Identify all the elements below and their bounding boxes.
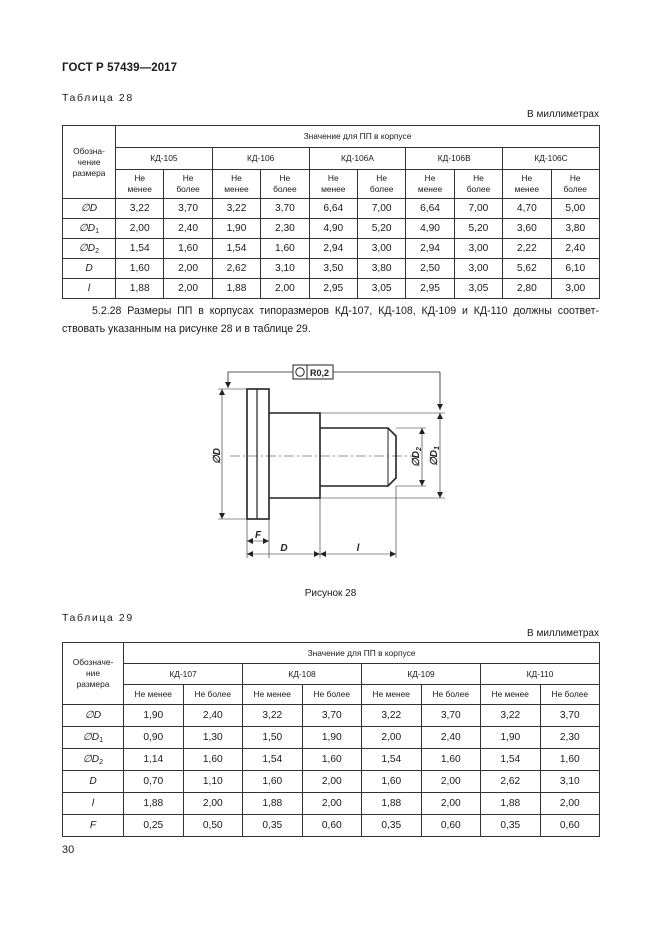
table-cell: 1,88	[362, 793, 422, 815]
table-cell: 1,50	[243, 727, 303, 749]
table-cell: 2,94	[309, 239, 357, 259]
table-cell: 1,54	[362, 749, 422, 771]
table-cell: 3,22	[362, 705, 422, 727]
group-header: Значение для ПП в корпусе	[116, 126, 600, 148]
table-cell: 3,22	[116, 199, 164, 219]
table-cell: 1,90	[481, 727, 541, 749]
dimension-symbol: $\emptyset D_1$	[63, 219, 116, 239]
flatness-tolerance-frame	[225, 365, 443, 410]
table-cell: 4,90	[309, 219, 357, 239]
table-cell: 4,90	[406, 219, 454, 239]
table-cell: 2,00	[362, 727, 422, 749]
table-cell: 1,88	[212, 279, 260, 299]
dimension-symbol: F	[63, 815, 124, 837]
table-cell: 2,95	[309, 279, 357, 299]
max-header: Не более	[357, 170, 405, 199]
table-cell: 1,60	[362, 771, 422, 793]
table-cell: 3,22	[481, 705, 541, 727]
package-row	[63, 664, 600, 685]
table-cell: 3,70	[302, 705, 362, 727]
designation-header: Обозначе- ние размера	[63, 643, 124, 705]
table-cell: 1,88	[481, 793, 541, 815]
table-29-unit: В миллиметрах	[527, 628, 599, 639]
dim-label-F: F	[254, 530, 262, 541]
table-cell: 7,00	[357, 199, 405, 219]
table-cell: 1,60	[540, 749, 600, 771]
table-cell: 2,40	[183, 705, 243, 727]
table-cell: 5,00	[551, 199, 599, 219]
min-header: Не менее	[362, 685, 422, 705]
header-row	[63, 643, 600, 664]
table-cell: 2,40	[164, 219, 212, 239]
table-cell: 1,10	[183, 771, 243, 793]
table-cell: 1,60	[302, 749, 362, 771]
table-cell: 1,60	[164, 239, 212, 259]
limit-row	[63, 170, 600, 199]
table-cell: 1,54	[481, 749, 541, 771]
package-name: КД-106В	[406, 148, 503, 170]
table-cell: 3,00	[454, 259, 502, 279]
table-cell: 2,62	[481, 771, 541, 793]
min-header: Не менее	[116, 170, 164, 199]
dim-label-l: l	[356, 543, 360, 554]
designation-header: Обозна- чение размера	[63, 126, 116, 199]
table-cell: 6,64	[406, 199, 454, 219]
package-name: КД-107	[124, 664, 243, 685]
table-cell: 3,70	[164, 199, 212, 219]
min-header: Не менее	[212, 170, 260, 199]
table-row	[63, 749, 600, 771]
table-cell: 1,54	[243, 749, 303, 771]
table-cell: 0,60	[421, 815, 481, 837]
table-cell: 2,00	[164, 279, 212, 299]
table-row	[63, 259, 600, 279]
table-cell: 2,30	[540, 727, 600, 749]
table-cell: 3,00	[454, 239, 502, 259]
min-header: Не менее	[243, 685, 303, 705]
table-cell: 0,35	[243, 815, 303, 837]
table-cell: 3,10	[540, 771, 600, 793]
table-cell: 3,80	[357, 259, 405, 279]
table-cell: 2,00	[164, 259, 212, 279]
package-name: КД-108	[243, 664, 362, 685]
table-cell: 5,20	[454, 219, 502, 239]
package-name: КД-106А	[309, 148, 406, 170]
dimension-symbol: $\emptyset D_2$	[63, 239, 116, 259]
table-row	[63, 727, 600, 749]
min-header: Не менее	[406, 170, 454, 199]
table-cell: 1,88	[124, 793, 184, 815]
table-cell: 3,50	[309, 259, 357, 279]
table-29	[62, 642, 600, 837]
dim-label-D-outer: ∅D	[212, 448, 223, 464]
dimension-symbol: $\emptyset D_2$	[63, 749, 124, 771]
table-cell: 3,60	[503, 219, 551, 239]
table-row	[63, 705, 600, 727]
document-header: ГОСТ Р 57439—2017	[62, 62, 178, 74]
table-cell: 0,90	[124, 727, 184, 749]
min-header: Не менее	[309, 170, 357, 199]
table-cell: 0,35	[362, 815, 422, 837]
table-28-caption: Таблица 28	[62, 92, 134, 104]
table-cell: 1,60	[243, 771, 303, 793]
table-28-unit: В миллиметрах	[527, 109, 599, 120]
table-cell: 2,40	[421, 727, 481, 749]
table-cell: 0,25	[124, 815, 184, 837]
table-cell: 1,60	[261, 239, 309, 259]
table-row	[63, 815, 600, 837]
table-cell: 2,00	[421, 793, 481, 815]
table-cell: 0,70	[124, 771, 184, 793]
table-cell: 1,88	[243, 793, 303, 815]
table-cell: 1,54	[212, 239, 260, 259]
table-cell: 2,95	[406, 279, 454, 299]
package-name: КД-106	[212, 148, 309, 170]
diode-body	[230, 389, 415, 519]
table-cell: 2,00	[421, 771, 481, 793]
table-cell: 0,60	[302, 815, 362, 837]
table-cell: 0,50	[183, 815, 243, 837]
table-cell: 3,70	[540, 705, 600, 727]
table-cell: 1,88	[116, 279, 164, 299]
table-cell: 3,05	[357, 279, 405, 299]
table-cell: 5,62	[503, 259, 551, 279]
dimension-lines	[218, 389, 445, 558]
paragraph-text: 5.2.28 Размеры ПП в корпусах типоразмеров КД-107, КД-108, КД-109 и КД-110 должны соответ-ствовать указанным на рисунке 28 и в таблице 29.	[62, 305, 599, 335]
table-cell: 1,90	[302, 727, 362, 749]
table-cell: 2,22	[503, 239, 551, 259]
dimension-symbol: l	[63, 279, 116, 299]
table-cell: 3,10	[261, 259, 309, 279]
table-cell: 4,70	[503, 199, 551, 219]
dimension-symbol: $\emptyset D_1$	[63, 727, 124, 749]
dimension-symbol: D	[63, 771, 124, 793]
package-name: КД-109	[362, 664, 481, 685]
dimension-symbol: ∅D	[63, 199, 116, 219]
max-header: Не более	[551, 170, 599, 199]
figure-28-drawing	[200, 358, 460, 568]
paragraph-5-2-28	[62, 302, 599, 338]
table-cell: 6,10	[551, 259, 599, 279]
limit-row	[63, 685, 600, 705]
max-header: Не более	[302, 685, 362, 705]
dimension-symbol: l	[63, 793, 124, 815]
table-cell: 3,70	[261, 199, 309, 219]
package-row	[63, 148, 600, 170]
header-row	[63, 126, 600, 148]
dimension-symbol: ∅D	[63, 705, 124, 727]
table-cell: 1,60	[116, 259, 164, 279]
max-header: Не более	[540, 685, 600, 705]
table-cell: 2,30	[261, 219, 309, 239]
max-header: Не более	[454, 170, 502, 199]
table-cell: 1,30	[183, 727, 243, 749]
table-cell: 2,00	[540, 793, 600, 815]
table-cell: 0,35	[481, 815, 541, 837]
min-header: Не менее	[481, 685, 541, 705]
table-cell: 2,80	[503, 279, 551, 299]
max-header: Не более	[261, 170, 309, 199]
table-cell: 3,05	[454, 279, 502, 299]
package-name: КД-105	[116, 148, 213, 170]
dim-label-D1: $\emptyset D_1$	[429, 446, 441, 466]
table-cell: 2,40	[551, 239, 599, 259]
max-header: Не более	[421, 685, 481, 705]
table-cell: 2,00	[116, 219, 164, 239]
table-row	[63, 279, 600, 299]
table-cell: 2,62	[212, 259, 260, 279]
package-name: КД-110	[481, 664, 600, 685]
table-cell: 1,90	[124, 705, 184, 727]
table-cell: 3,00	[551, 279, 599, 299]
table-cell: 1,60	[183, 749, 243, 771]
max-header: Не более	[164, 170, 212, 199]
group-header: Значение для ПП в корпусе	[124, 643, 600, 664]
table-row	[63, 219, 600, 239]
page-number: 30	[62, 844, 75, 856]
table-row	[63, 239, 600, 259]
max-header: Не более	[183, 685, 243, 705]
table-cell: 3,80	[551, 219, 599, 239]
table-cell: 2,94	[406, 239, 454, 259]
table-cell: 3,22	[212, 199, 260, 219]
table-cell: 6,64	[309, 199, 357, 219]
dim-label-D: D	[280, 543, 288, 554]
table-row	[63, 199, 600, 219]
table-cell: 2,00	[183, 793, 243, 815]
table-row	[63, 771, 600, 793]
dimension-symbol: D	[63, 259, 116, 279]
table-cell: 2,00	[302, 793, 362, 815]
table-cell: 7,00	[454, 199, 502, 219]
tolerance-value: R0,2	[310, 368, 330, 378]
table-cell: 3,22	[243, 705, 303, 727]
figure-28-caption: Рисунок 28	[304, 588, 357, 599]
package-name: КД-106С	[503, 148, 600, 170]
min-header: Не менее	[503, 170, 551, 199]
table-cell: 2,00	[302, 771, 362, 793]
table-28	[62, 125, 600, 299]
table-29-caption: Таблица 29	[62, 612, 134, 624]
table-cell: 0,60	[540, 815, 600, 837]
dim-label-D2: $\emptyset D_2$	[411, 447, 423, 467]
table-cell: 2,00	[261, 279, 309, 299]
table-cell: 1,90	[212, 219, 260, 239]
min-header: Не менее	[124, 685, 184, 705]
table-cell: 1,14	[124, 749, 184, 771]
table-row	[63, 793, 600, 815]
table-cell: 3,70	[421, 705, 481, 727]
table-cell: 3,00	[357, 239, 405, 259]
table-cell: 5,20	[357, 219, 405, 239]
table-cell: 1,60	[421, 749, 481, 771]
table-cell: 2,50	[406, 259, 454, 279]
table-cell: 1,54	[116, 239, 164, 259]
